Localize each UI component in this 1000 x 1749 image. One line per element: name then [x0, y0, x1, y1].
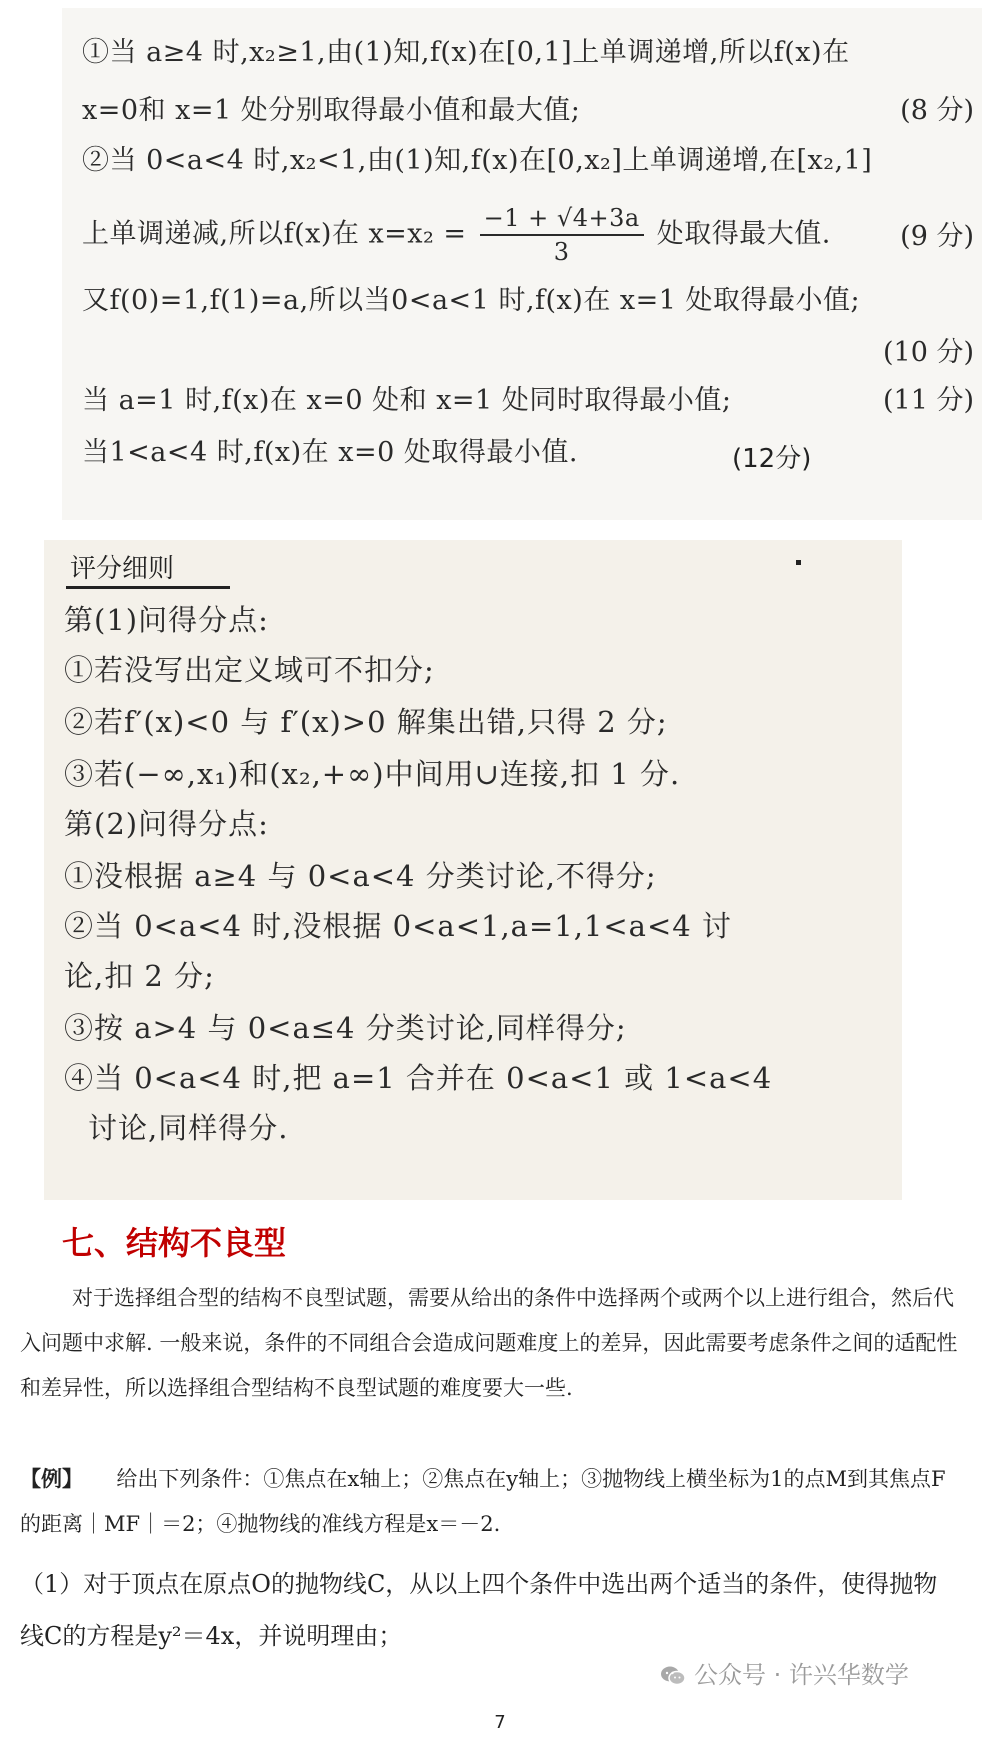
score-10: (10 分) — [882, 337, 974, 368]
solution-line-7: 当1<a<4 时,f(x)在 x=0 处取得最小值. — [82, 437, 578, 468]
rubric-line-8: 论,扣 2 分; — [64, 959, 215, 993]
rubric-line-4: ③若(−∞,x₁)和(x₂,+∞)中间用∪连接,扣 1 分. — [64, 757, 681, 791]
score-8: (8 分) — [900, 95, 974, 126]
solution-line-5: 又f(0)=1,f(1)=a,所以当0<a<1 时,f(x)在 x=1 处取得最小值; — [82, 285, 861, 316]
rubric-line-3: ②若f′(x)<0 与 f′(x)>0 解集出错,只得 2 分; — [64, 705, 668, 739]
solution-line-4-tail: 处取得最大值. — [656, 218, 831, 250]
rubric-line-11: 讨论,同样得分. — [88, 1111, 289, 1145]
solution-line-6: 当 a=1 时,f(x)在 x=0 处和 x=1 处同时取得最小值; — [82, 385, 732, 416]
solution-line-3: ②当 0<a<4 时,x₂<1,由(1)知,f(x)在[0,x₂]上单调递增,在[x₂,1] — [82, 145, 873, 176]
example-label: 【例】 — [20, 1466, 83, 1491]
max-point-fraction — [480, 204, 644, 266]
scan-dot — [796, 560, 801, 565]
solution-line-1: ①当 a≥4 时,x₂≥1,由(1)知,f(x)在[0,1]上单调递增,所以f(x)在 — [82, 37, 850, 68]
rubric-title: 评分细则 — [70, 554, 175, 584]
rubric-title-underline — [66, 586, 230, 589]
rubric-line-6: ①没根据 a≥4 与 0<a<4 分类讨论,不得分; — [64, 859, 657, 893]
rubric-line-10: ④当 0<a<4 时,把 a=1 合并在 0<a<1 或 1<a<4 — [64, 1061, 773, 1095]
fraction-denominator: 3 — [553, 238, 570, 266]
question-1: （1）对于顶点在原点O的抛物线C，从以上四个条件中选出两个适当的条件，使得抛物线C的方程是y²＝4x，并说明理由； — [20, 1570, 938, 1650]
watermark-text: 公众号 · 许兴华数学 — [694, 1661, 909, 1689]
rubric-line-5: 第(2)问得分点: — [64, 807, 269, 841]
example-text: 给出下列条件：①焦点在x轴上；②焦点在y轴上；③抛物线上横坐标为1的点M到其焦点F的距离｜MF｜＝2；④抛物线的准线方程是x＝－2. — [20, 1467, 946, 1536]
rubric-line-9: ③按 a>4 与 0<a≤4 分类讨论,同样得分; — [64, 1011, 627, 1045]
section-intro-text: 对于选择组合型的结构不良型试题，需要从给出的条件中选择两个或两个以上进行组合，然后代入问题中求解. 一般来说，条件的不同组合会造成问题难度上的差异，因此需要考虑条件之间的适配性和差异性，所以选择组合型结构不良型试题的难度要大一些. — [20, 1286, 958, 1400]
section-title: 七、结构不良型 — [62, 1224, 287, 1262]
rubric-line-2: ①若没写出定义域可不扣分; — [64, 653, 435, 687]
solution-line-2: x=0和 x=1 处分别取得最小值和最大值; — [82, 95, 581, 126]
section-intro — [20, 1276, 960, 1411]
watermark — [660, 1655, 909, 1690]
rubric-line-1: 第(1)问得分点: — [64, 603, 269, 637]
score-11: (11 分) — [882, 385, 974, 416]
page-number: 7 — [494, 1712, 506, 1733]
fraction-numerator: −1 + √4+3a — [480, 204, 644, 236]
example-paragraph — [20, 1456, 960, 1547]
wechat-icon — [660, 1665, 686, 1687]
solution-scan — [62, 8, 982, 520]
rubric-line-7: ②当 0<a<4 时,没根据 0<a<1,a=1,1<a<4 讨 — [64, 909, 732, 943]
score-9: (9 分) — [900, 221, 974, 252]
solution-line-4 — [82, 204, 831, 266]
score-12: (12分) — [732, 444, 812, 474]
rubric-scan — [44, 540, 902, 1200]
solution-line-4-text: 上单调递减,所以f(x)在 x=x₂ = — [82, 218, 467, 250]
